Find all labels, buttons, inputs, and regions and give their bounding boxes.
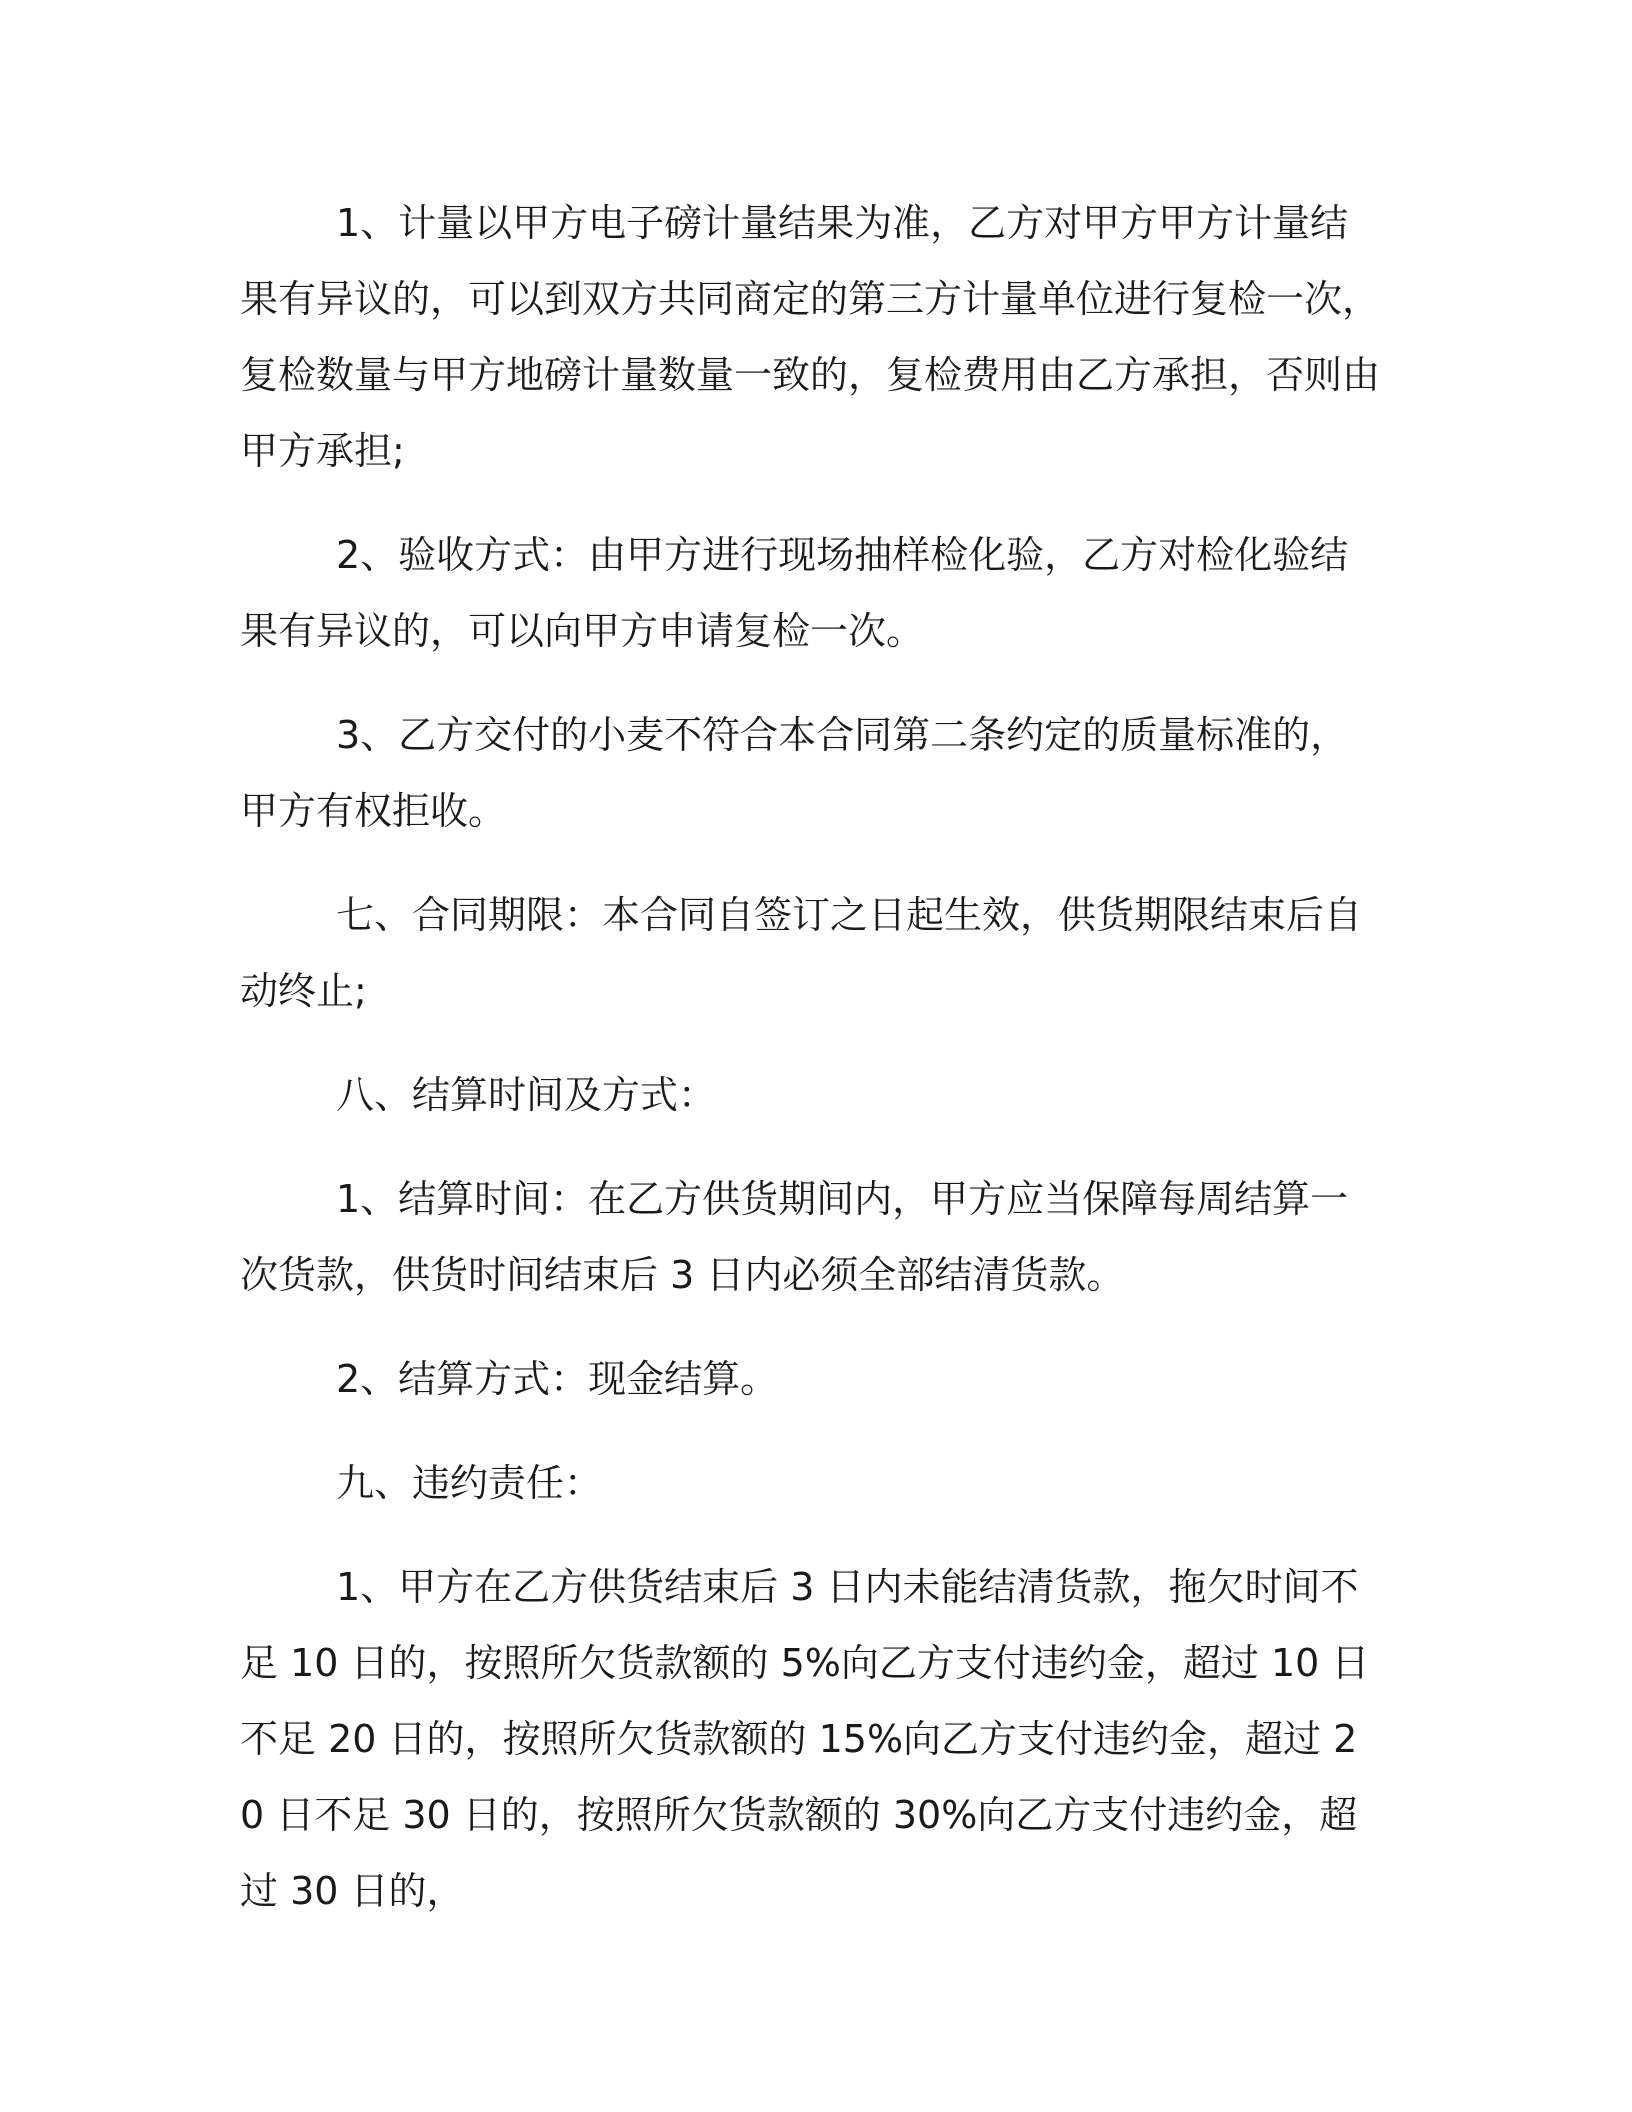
- clause-settlement-method: 2、结算方式：现金结算。: [336, 1357, 779, 1401]
- clause-acceptance-method: 2、验收方式：由甲方进行现场抽样检化验，乙方对检化验结果有异议的，可以向甲方申请复检一次。: [240, 533, 1349, 653]
- clause-rejection-right: 3、乙方交付的小麦不符合本合同第二条约定的质量标准的，甲方有权拒收。: [240, 713, 1349, 833]
- clause-settlement-time: 1、结算时间：在乙方供货期间内，甲方应当保障每周结算一次货款，供货时间结束后 3 日内必须全部结清货款。: [240, 1177, 1349, 1297]
- clause-late-payment-penalty: 1、甲方在乙方供货结束后 3 日内未能结清货款，拖欠时间不足 10 日的，按照所欠货款额的 5%向乙方支付违约金，超过 10 日不足 20 日的，按照所欠货款额的 15%向乙方支付违约金，超过 20 日不足 30 日的，按照所欠货款额的 30%向乙方支付违约金，超过 30 日的，: [240, 1565, 1370, 1913]
- section-liability-heading: 九、违约责任：: [336, 1461, 603, 1505]
- section-settlement-heading: 八、结算时间及方式：: [336, 1073, 717, 1117]
- section-contract-term: 七、合同期限：本合同自签订之日起生效，供货期限结束后自动终止;: [240, 893, 1363, 1013]
- clause-measurement: 1、计量以甲方电子磅计量结果为准，乙方对甲方甲方计量结果有异议的，可以到双方共同商定的第三方计量单位进行复检一次，复检数量与甲方地磅计量数量一致的，复检费用由乙方承担，否则由甲方承担;: [240, 201, 1381, 473]
- document-body: [240, 185, 1380, 1957]
